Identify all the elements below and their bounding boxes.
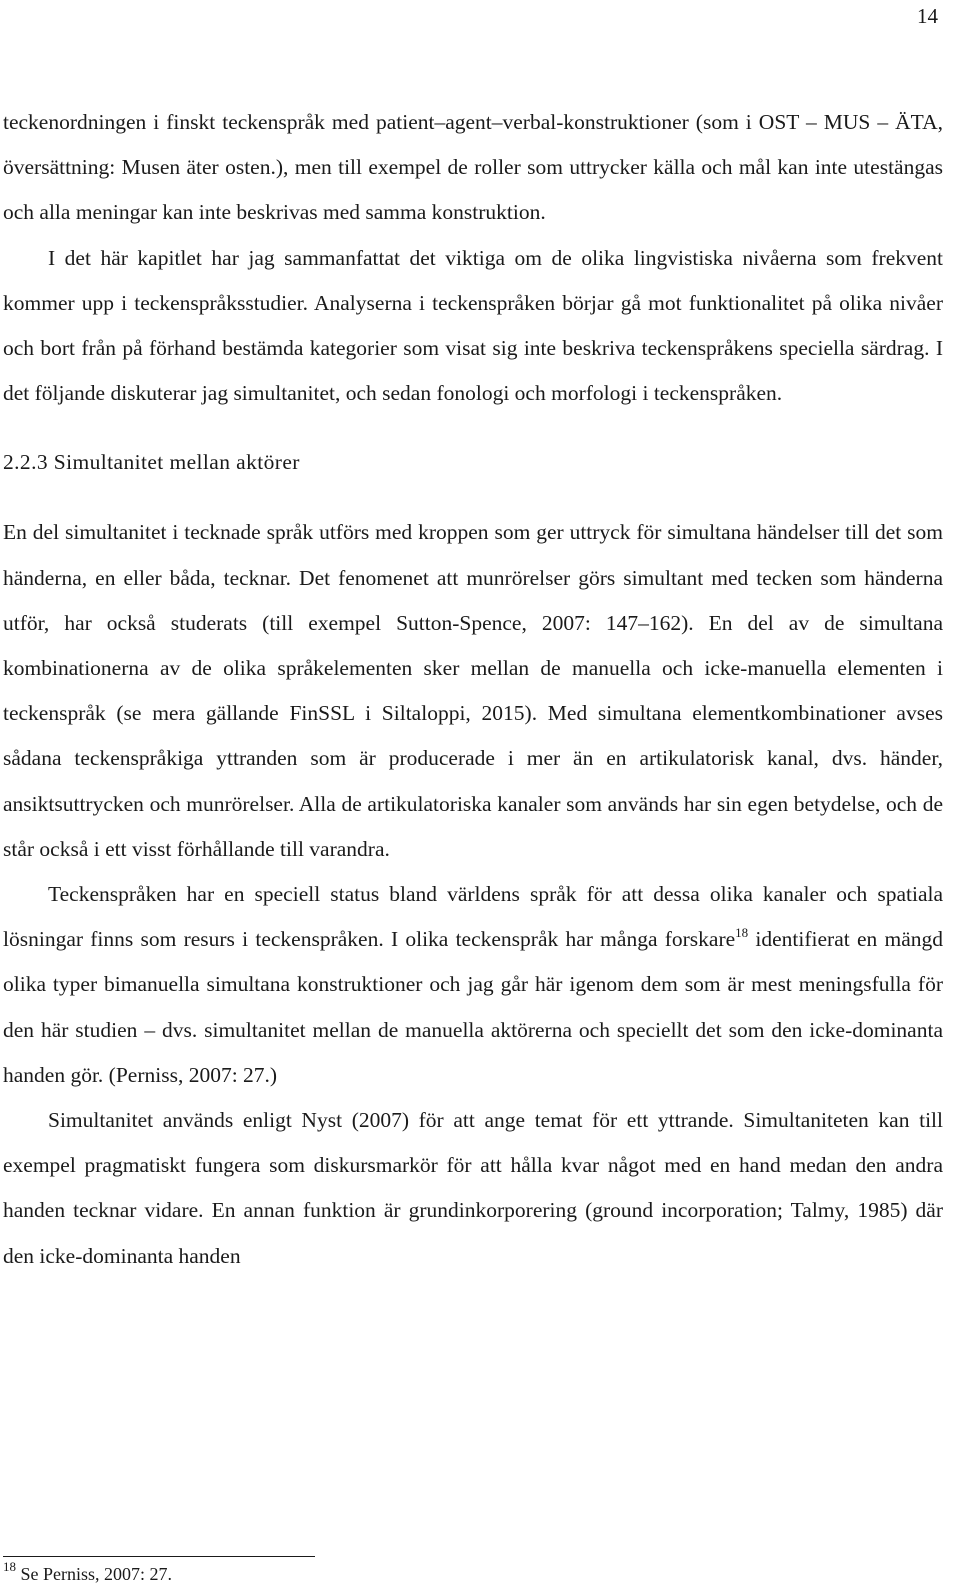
document-body [3, 100, 943, 1279]
paragraph-simultaneity-intro: En del simultanitet i tecknade språk utförs med kroppen som ger uttryck för simultana händelser till det som händerna, en eller båda, tecknar. Det fenomenet att munrörelser görs simultant med tecken som händerna utför, har också studerats (till exempel Sutton-Spence, 2007: 147–162). En del av de simultana kombinationerna av de olika språkelementen sker mellan de manuella och icke-manuella elementen i teckenspråk (se mera gällande FinSSL i Siltaloppi, 2015). Med simultana elementkombinationer avses sådana teckenspråkiga yttranden som är producerade i mer än en artikulatorisk kanal, dvs. händer, ansiktsuttrycken och munrörelser. Alla de artikulatoriska kanaler som används har sin egen betydelse, och de står också i ett visst förhållande till varandra. [3, 520, 943, 861]
paragraph-continued: teckenordningen i finskt teckenspråk med patient–agent–verbal-konstruktioner (som i OST – MUS – ÄTA, översättning: Musen äter osten.), men till exempel de roller som uttrycker källa och mål kan inte utestängas och alla meningar kan inte beskrivas med samma konstruktion. [3, 110, 943, 225]
page-number: 14 [917, 4, 938, 28]
paragraph-sign-language-status [3, 872, 943, 1098]
footnote-text: Se Perniss, 2007: 27. [16, 1564, 173, 1584]
footnote-number: 18 [3, 1559, 16, 1574]
footnote-reference: 18 [735, 925, 749, 941]
footnote [3, 1559, 173, 1586]
paragraph-simultaneity-theme: Simultanitet används enligt Nyst (2007) för att ange temat för ett yttrande. Simultaniteten kan till exempel pragmatiskt fungera som diskursmarkör för att hålla kvar något med en hand medan den andra handen tecknar vidare. En annan funktion är grundinkorporering (ground incorporation; Talmy, 1985) där den icke-dominanta handen [3, 1108, 943, 1268]
section-heading: 2.2.3 Simultanitet mellan aktörer [3, 450, 300, 475]
paragraph-chapter-summary: I det här kapitlet har jag sammanfattat det viktiga om de olika lingvistiska nivåerna som frekvent kommer upp i teckenspråksstudier. Analyserna i teckenspråken börjar gå mot funktionalitet på olika nivåer och bort från på förhand bestämda kategorier som visat sig inte beskriva teckenspråkens speciella särdrag. I det följande diskuterar jag simultanitet, och sedan fonologi och morfologi i teckenspråken. [3, 245, 943, 406]
paragraph-text-before-ref: Teckenspråken har en speciell status bland världens språk för att dessa olika kanaler och spatiala lösningar finns som resurs i teckenspråken. I olika teckenspråk har många forskare [3, 882, 943, 952]
footnote-separator [3, 1556, 315, 1557]
paragraph-text-after-ref: identifierat en mängd olika typer bimanuella simultana konstruktioner och jag går här igenom dem som är mest meningsfulla för den här studien – dvs. simultanitet mellan de manuella aktörerna och speciellt det som den icke-dominanta handen gör. (Perniss, 2007: 27.) [3, 927, 943, 1087]
